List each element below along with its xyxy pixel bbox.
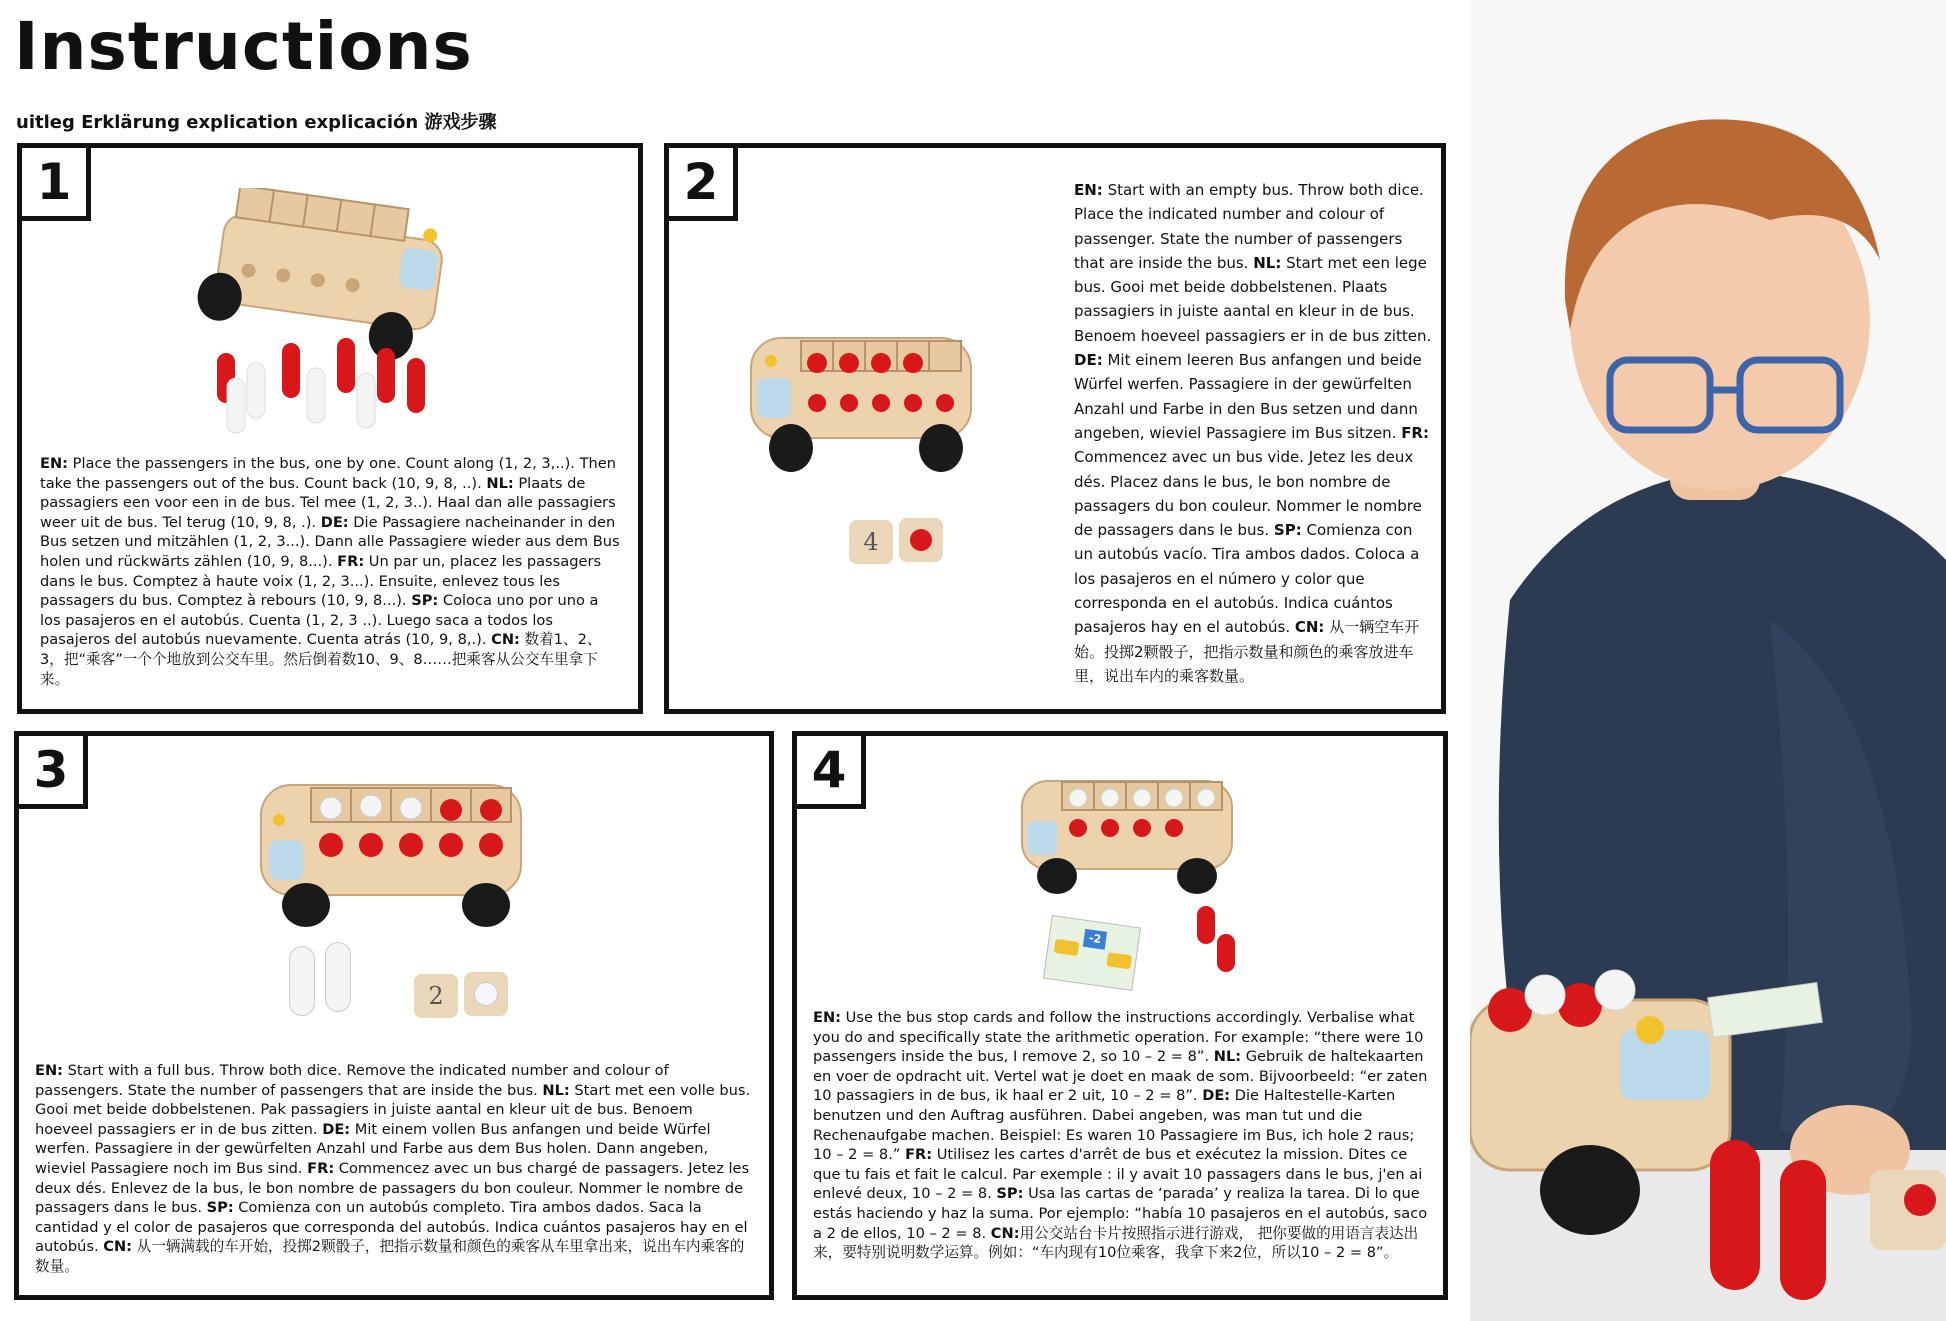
text-sp: Usa las cartas de ‘parada’ y realiza la tarea. Di lo que estás haciendo y haz la suma. Por ejemplo: “había 10 pasajeros en el autobús, saco a 2 de ellos, 10 – 2 = 8. xyxy=(813,1185,1428,1242)
lang-tag-cn: CN: xyxy=(990,1224,1020,1242)
die-color xyxy=(899,518,943,562)
lang-tag-de: DE: xyxy=(320,513,349,531)
text-sp: Comienza con un autobús completo. Tira ambos dados. Saca la cantidad y el color de pasajeros que corresponda del autobús. Indica cuántos pasajeros hay en el autobús. xyxy=(35,1199,748,1256)
lang-tag-de: DE: xyxy=(322,1120,351,1138)
page-subtitle: uitleg Erklärung explication explicación 游戏步骤 xyxy=(16,112,497,133)
lang-tag-en: EN: xyxy=(35,1062,64,1079)
text-de: Die Passagiere nacheinander in den Bus setzen und mitzählen (1, 2, 3...). Dann alle Passagiere wieder aus dem Bus holen und rückwärts zählen (10, 9, 8...). xyxy=(40,513,620,570)
lang-tag-en: EN: xyxy=(40,455,69,472)
step-panel-3 xyxy=(14,731,774,1300)
step-number: 3 xyxy=(14,731,88,809)
lang-tag-en: EN: xyxy=(813,1009,842,1026)
page-title: Instructions xyxy=(14,8,473,85)
die-color-dot xyxy=(910,529,932,551)
text-en: Start with an empty bus. Throw both dice. Place the indicated number and colour of passenger. State the number of passengers that are inside the bus. xyxy=(1074,181,1424,272)
card-sign: -2 xyxy=(1083,929,1107,950)
text-sp: Coloca uno por uno a los pasajeros en el autobús. Cuenta (1, 2, 3 ..). Luego saca a todos los pasajeros del autobús nuevamente. Cuenta atrás (10, 9, 8,.). xyxy=(40,592,599,649)
lang-tag-nl: NL: xyxy=(1213,1048,1242,1066)
red-peg xyxy=(1217,934,1235,972)
text-en: Use the bus stop cards and follow the instructions accordingly. Verbalise what you do and specifically state the arithmetic operation. For example: “there were 10 passengers inside the bus, I remove 2, so 10 – 2 = 8”. xyxy=(813,1009,1424,1066)
step-panel-4 xyxy=(792,731,1448,1300)
full-bus-illustration xyxy=(251,780,531,935)
child-playing-photo xyxy=(1470,0,1946,1321)
lang-tag-fr: FR: xyxy=(307,1159,335,1177)
child-photo-illustration xyxy=(1470,0,1946,1321)
step-instructions xyxy=(813,1008,1433,1263)
text-nl: Start met een volle bus. Gooi met beide dobbelstenen. Pak passagiers in juiste aantal en kleur uit de bus. Benoem hoeveel passagiers er in de bus zitten. xyxy=(35,1081,751,1138)
lang-tag-de: DE: xyxy=(1202,1087,1231,1105)
die-number: 2 xyxy=(414,974,458,1018)
text-cn: 从一辆满载的车开始，投掷2颗骰子，把指示数量和颜色的乘客从车里拿出来，说出车内乘客的数量。 xyxy=(35,1238,745,1275)
text-de: Mit einem vollen Bus anfangen und beide Würfel werfen. Passagiere in der gewürfelten Anzahl und Farbe aus dem Bus holen. Dann angeben, wieviel Passagiere noch im Bus sind. xyxy=(35,1120,711,1177)
text-nl: Plaats de passagiers een voor een in de bus. Tel mee (1, 2, 3..). Haal dan alle passagiers weer uit de bus. Tel terug (10, 9, 8, .). xyxy=(40,474,616,531)
lang-tag-nl: NL: xyxy=(486,474,514,492)
step-number: 2 xyxy=(664,143,738,221)
lang-tag-sp: SP: xyxy=(996,1185,1024,1203)
step-instructions xyxy=(1074,178,1434,688)
text-cn: 用公交站台卡片按照指示进行游戏， 把你要做的用语言表达出来，要特别说明数学运算。例如：“车内现有10位乘客，我拿下来2位，所以10 – 2 = 8”。 xyxy=(813,1224,1419,1262)
empty-bus-illustration xyxy=(741,333,991,483)
step-instructions xyxy=(40,454,620,689)
text-fr: Utilisez les cartes d'arrêt de bus et exécutez la mission. Dites ce que tu fais et fait le calcul. Par exemple : il y avait 10 passagers dans le bus, j'en ai enlevé deux, 10 – 2 = 8. xyxy=(813,1146,1423,1203)
lang-tag-fr: FR: xyxy=(337,552,365,570)
step-instructions xyxy=(35,1061,755,1277)
lang-tag-en: EN: xyxy=(1074,181,1103,199)
white-peg xyxy=(289,946,315,1016)
text-sp: Comienza con un autobús vacío. Tira ambos dados. Coloca a los pasajeros en el número y color que corresponda en el autobús. Indica cuántos pasajeros hay en el autobús. xyxy=(1074,521,1420,637)
bus-stop-card xyxy=(1043,915,1141,991)
step-number: 4 xyxy=(792,731,866,809)
red-peg xyxy=(1197,906,1215,944)
text-fr: Commencez avec un bus vide. Jetez les deux dés. Placez dans le bus, le bon nombre de passagers du bon couleur. Nommer le nombre de passagers dans le bus. xyxy=(1074,448,1422,540)
text-en: Place the passengers in the bus, one by one. Count along (1, 2, 3,..). Then take the passengers out of the bus. Count back (10, 9, 8, ..). xyxy=(40,455,616,492)
text-nl: Gebruik de haltekaarten en voer de opdracht uit. Vertel wat je doet en maak de som. Bijvoorbeeld: “er zaten 10 passagiers in de bus, ik haal er 2 uit, 10 – 2 = 8”. xyxy=(813,1048,1428,1105)
lang-tag-cn: CN: xyxy=(103,1238,133,1256)
die-color xyxy=(464,972,508,1016)
text-cn: 从一辆空车开始。投掷2颗骰子，把指示数量和颜色的乘客放进车里，说出车内的乘客数量。 xyxy=(1074,618,1420,685)
lang-tag-sp: SP: xyxy=(411,592,439,610)
step-number: 1 xyxy=(17,143,91,221)
step-panel-2 xyxy=(664,143,1446,714)
lang-tag-sp: SP: xyxy=(1273,521,1302,540)
text-nl: Start met een lege bus. Gooi met beide dobbelstenen. Plaats passagiers in juiste aantal en kleur in de bus. Benoem hoeveel passagiers er in de bus zitten. xyxy=(1074,253,1432,345)
card-bus-left xyxy=(1054,939,1080,956)
lang-tag-cn: CN: xyxy=(491,631,520,649)
text-de: Mit einem leeren Bus anfangen und beide Würfel werfen. Passagiere in der gewürfelten Anzahl und Farbe in den Bus setzen und dann angeben, wieviel Passagiere im Bus sitzen. xyxy=(1074,351,1422,442)
lang-tag-de: DE: xyxy=(1074,351,1103,370)
removed-pegs-and-dice xyxy=(289,946,549,1036)
card-bus-right xyxy=(1106,952,1132,969)
bus-passengers-illustration xyxy=(197,188,477,448)
text-fr: Commencez avec un bus chargé de passagers. Jetez les deux dés. Enlevez de la bus, le bon nombre de passagers du bon couleur. Nommer le nombre de passagers dans le bus. xyxy=(35,1159,750,1217)
text-en: Start with a full bus. Throw both dice. Remove the indicated number and colour of passengers. State the number of passengers that are inside the bus. xyxy=(35,1062,669,1099)
bus-with-card-illustration xyxy=(1017,776,1257,921)
red-pegs xyxy=(1197,906,1257,986)
lang-tag-fr: FR: xyxy=(905,1146,933,1164)
lang-tag-fr: FR: xyxy=(1401,423,1429,442)
lang-tag-cn: CN: xyxy=(1294,618,1325,637)
text-fr: Un par un, placez les passagers dans le bus. Comptez à haute voix (1, 2, 3...). Ensuite, enlevez tous les passagers du bus. Comptez à rebours (10, 9, 8...). xyxy=(40,552,602,610)
dice-pair xyxy=(849,518,949,568)
text-cn: 数着1、2、3，把“乘客”一个个地放到公交车里。然后倒着数10、9、8……把乘客从公交车里拿下来。 xyxy=(40,631,602,688)
lang-tag-sp: SP: xyxy=(206,1199,234,1217)
text-de: Die Haltestelle-Karten benutzen und den Auftrag ausführen. Dabei angeben, was man tut und die Rechenaufgabe machen. Beispiel: Es waren 10 Passagiere im Bus, ich hole 2 raus; 10 – 2 = 8.” xyxy=(813,1087,1415,1164)
die-number: 4 xyxy=(849,520,893,564)
lang-tag-nl: NL: xyxy=(542,1081,570,1099)
white-peg xyxy=(325,942,351,1012)
step-panel-1 xyxy=(17,143,643,714)
die-color-dot xyxy=(474,982,498,1006)
lang-tag-nl: NL: xyxy=(1253,253,1282,272)
